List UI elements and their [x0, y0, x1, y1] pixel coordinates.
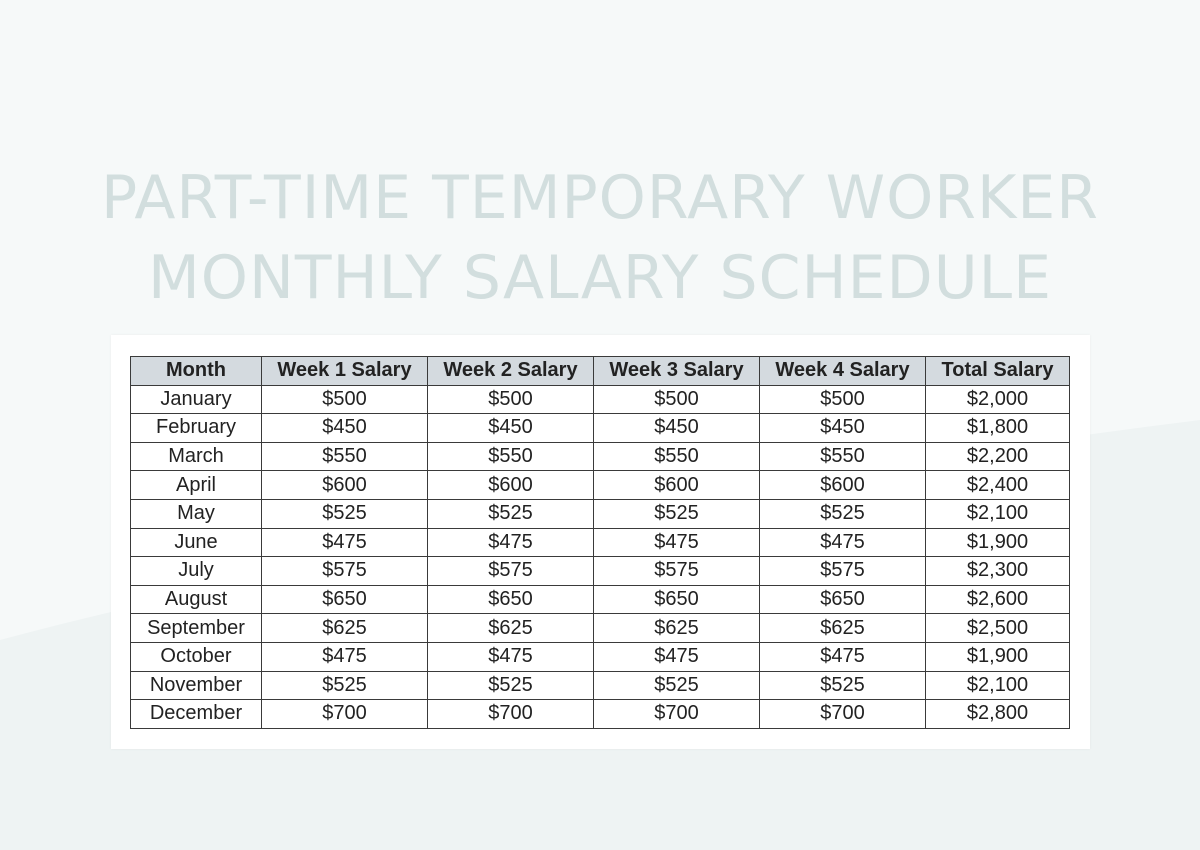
header-week-4-salary: Week 4 Salary: [760, 357, 926, 386]
cell-month: October: [131, 642, 262, 671]
table-row: [131, 442, 1070, 471]
cell-month: July: [131, 557, 262, 586]
cell-week-2-salary: $475: [428, 642, 594, 671]
table-row: [131, 499, 1070, 528]
table-header: [131, 357, 1070, 386]
cell-week-1-salary: $625: [262, 614, 428, 643]
cell-week-4-salary: $525: [760, 499, 926, 528]
cell-week-3-salary: $700: [594, 700, 760, 729]
cell-week-1-salary: $550: [262, 442, 428, 471]
cell-week-3-salary: $475: [594, 642, 760, 671]
cell-total-salary: $1,800: [926, 414, 1070, 443]
cell-total-salary: $2,200: [926, 442, 1070, 471]
cell-total-salary: $2,100: [926, 499, 1070, 528]
title-line-1: PART-TIME TEMPORARY WORKER: [101, 163, 1099, 234]
cell-month: November: [131, 671, 262, 700]
table-row: [131, 385, 1070, 414]
table-row: [131, 614, 1070, 643]
cell-total-salary: $2,500: [926, 614, 1070, 643]
cell-week-2-salary: $650: [428, 585, 594, 614]
table-row: [131, 414, 1070, 443]
cell-month: June: [131, 528, 262, 557]
cell-week-4-salary: $625: [760, 614, 926, 643]
cell-week-4-salary: $525: [760, 671, 926, 700]
cell-week-3-salary: $625: [594, 614, 760, 643]
cell-month: March: [131, 442, 262, 471]
cell-week-2-salary: $600: [428, 471, 594, 500]
page-title: [0, 158, 1200, 318]
cell-week-2-salary: $500: [428, 385, 594, 414]
cell-week-3-salary: $525: [594, 499, 760, 528]
cell-week-2-salary: $475: [428, 528, 594, 557]
header-row: [131, 357, 1070, 386]
cell-week-2-salary: $450: [428, 414, 594, 443]
cell-week-3-salary: $575: [594, 557, 760, 586]
cell-week-1-salary: $525: [262, 671, 428, 700]
cell-week-2-salary: $525: [428, 499, 594, 528]
cell-week-4-salary: $700: [760, 700, 926, 729]
cell-week-1-salary: $475: [262, 642, 428, 671]
table-row: [131, 471, 1070, 500]
cell-month: September: [131, 614, 262, 643]
cell-week-4-salary: $550: [760, 442, 926, 471]
header-week-3-salary: Week 3 Salary: [594, 357, 760, 386]
cell-week-4-salary: $500: [760, 385, 926, 414]
cell-month: April: [131, 471, 262, 500]
table-row: [131, 557, 1070, 586]
cell-week-4-salary: $475: [760, 642, 926, 671]
header-week-1-salary: Week 1 Salary: [262, 357, 428, 386]
cell-week-3-salary: $525: [594, 671, 760, 700]
header-total-salary: Total Salary: [926, 357, 1070, 386]
cell-week-4-salary: $650: [760, 585, 926, 614]
cell-week-1-salary: $475: [262, 528, 428, 557]
cell-week-4-salary: $450: [760, 414, 926, 443]
cell-total-salary: $2,800: [926, 700, 1070, 729]
cell-week-3-salary: $550: [594, 442, 760, 471]
cell-week-1-salary: $575: [262, 557, 428, 586]
cell-week-2-salary: $625: [428, 614, 594, 643]
table-card: [111, 335, 1090, 749]
cell-week-2-salary: $575: [428, 557, 594, 586]
cell-week-1-salary: $450: [262, 414, 428, 443]
cell-month: February: [131, 414, 262, 443]
cell-week-1-salary: $650: [262, 585, 428, 614]
cell-total-salary: $1,900: [926, 528, 1070, 557]
cell-week-2-salary: $525: [428, 671, 594, 700]
table-row: [131, 585, 1070, 614]
title-line-2: MONTHLY SALARY SCHEDULE: [148, 243, 1052, 314]
cell-week-1-salary: $600: [262, 471, 428, 500]
cell-week-3-salary: $450: [594, 414, 760, 443]
cell-week-2-salary: $550: [428, 442, 594, 471]
cell-week-3-salary: $600: [594, 471, 760, 500]
cell-week-3-salary: $500: [594, 385, 760, 414]
cell-week-1-salary: $700: [262, 700, 428, 729]
cell-month: December: [131, 700, 262, 729]
table-row: [131, 642, 1070, 671]
table-row: [131, 700, 1070, 729]
cell-week-4-salary: $575: [760, 557, 926, 586]
cell-total-salary: $2,400: [926, 471, 1070, 500]
cell-total-salary: $1,900: [926, 642, 1070, 671]
cell-total-salary: $2,300: [926, 557, 1070, 586]
cell-week-4-salary: $475: [760, 528, 926, 557]
table-row: [131, 671, 1070, 700]
cell-week-1-salary: $500: [262, 385, 428, 414]
cell-total-salary: $2,100: [926, 671, 1070, 700]
cell-week-3-salary: $475: [594, 528, 760, 557]
cell-month: May: [131, 499, 262, 528]
cell-week-2-salary: $700: [428, 700, 594, 729]
table-row: [131, 528, 1070, 557]
cell-total-salary: $2,600: [926, 585, 1070, 614]
header-week-2-salary: Week 2 Salary: [428, 357, 594, 386]
cell-month: January: [131, 385, 262, 414]
cell-week-3-salary: $650: [594, 585, 760, 614]
salary-table: [130, 356, 1070, 729]
cell-week-1-salary: $525: [262, 499, 428, 528]
cell-week-4-salary: $600: [760, 471, 926, 500]
cell-total-salary: $2,000: [926, 385, 1070, 414]
header-month: Month: [131, 357, 262, 386]
cell-month: August: [131, 585, 262, 614]
table-body: [131, 385, 1070, 728]
